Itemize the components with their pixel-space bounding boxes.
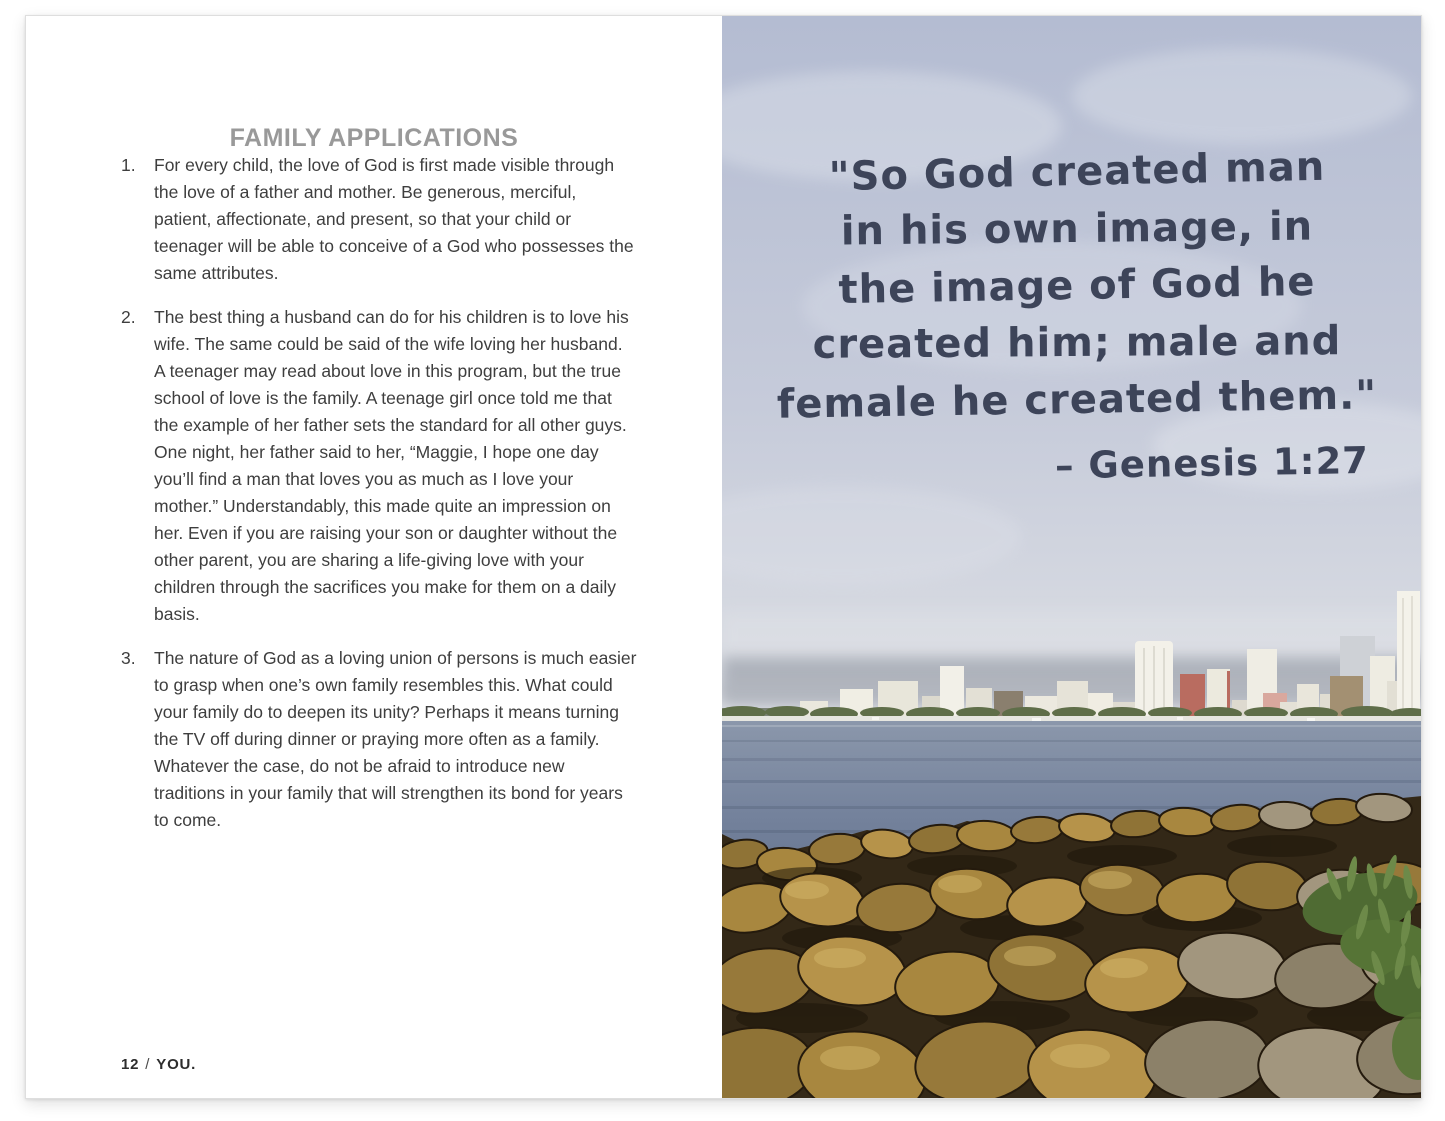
quote-attribution: – Genesis 1:27 — [1054, 438, 1370, 488]
footer-separator: / — [145, 1056, 151, 1073]
list-item — [121, 645, 641, 834]
list-item-number: 1. — [121, 155, 136, 175]
rocky-shore — [722, 792, 1421, 1098]
book-title: YOU. — [156, 1056, 197, 1073]
list-item — [121, 304, 641, 628]
scripture-quote — [767, 144, 1387, 494]
list-item — [121, 152, 641, 287]
list-item-number: 2. — [121, 307, 136, 327]
section-heading: FAMILY APPLICATIONS — [229, 124, 519, 152]
list-item-text: The nature of God as a loving union of persons is much easier to grasp when one’s own family resembles this. What could your family do to deepen its unity? Perhaps it means turning the TV off during dinner or praying more often as a family. Whatever the case, do not be afraid to introduce new traditions in your family that will strengthen its bond for years to come. — [154, 648, 637, 830]
quote-line: the image of God he — [838, 258, 1316, 314]
page-footer — [121, 1056, 196, 1073]
book-spread — [25, 15, 1422, 1099]
quote-line: in his own image, in — [840, 203, 1314, 255]
left-page — [26, 16, 722, 1098]
quote-line: "So God created man — [828, 143, 1326, 201]
list-item-number: 3. — [121, 648, 136, 668]
right-page-photo — [722, 16, 1421, 1098]
list-item-text: The best thing a husband can do for his children is to love his wife. The same could be said of the wife loving her husband. A teenager may read about love in this program, but the true school of love is the family. A teenage girl once told me that the example of her father sets the standard for all other guys. One night, her father said to her, “Maggie, I hope one day you’ll find a man that loves you as much as I love your mother.” Understandably, this made quite an impression on her. Even if you are raising your son or daughter without the other parent, you are sharing a life-giving love with your children through the sacrifices you make for them on a daily basis. — [154, 307, 629, 624]
applications-list — [121, 152, 641, 851]
page-number: 12 — [121, 1056, 140, 1073]
list-item-text: For every child, the love of God is first made visible through the love of a father and mother. Be generous, merciful, patient, affectionate, and present, so that your child or teenager will be able to conceive of a God who possesses the same attributes. — [154, 155, 634, 283]
quote-line: created him; male and — [812, 318, 1342, 368]
quote-line: female he created them." — [776, 372, 1378, 428]
